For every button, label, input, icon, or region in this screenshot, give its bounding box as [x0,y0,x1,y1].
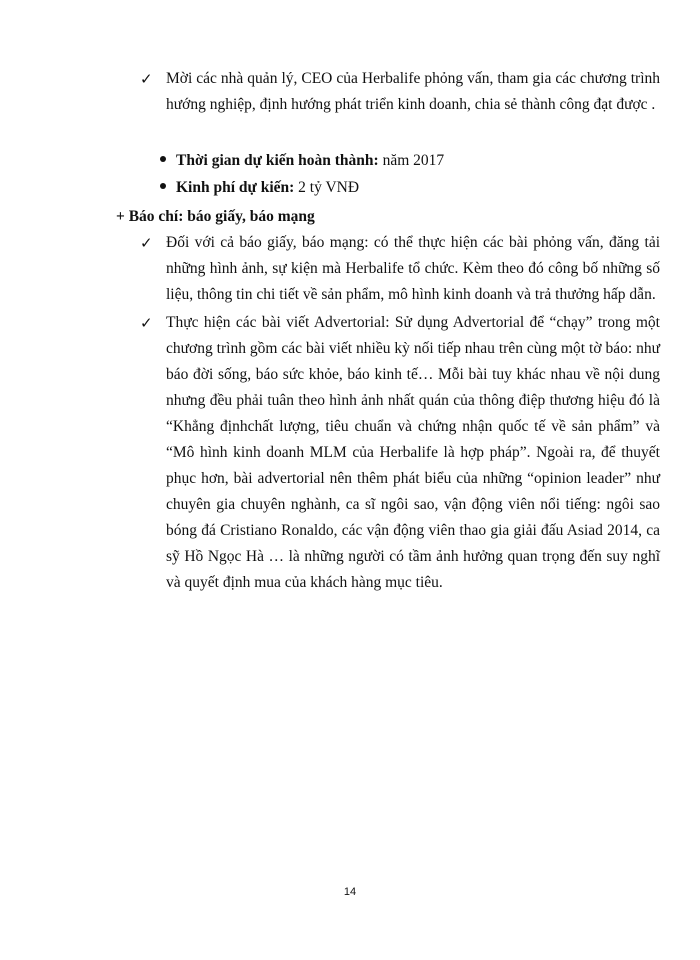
check-item-text: Thực hiện các bài viết Advertorial: Sử dụng Advertorial để “chạy” trong một chương trình gồm các bài viết nhiều kỳ nối tiếp nhau trên cùng một tờ báo: như báo đời sống, báo sức khỏe, báo kinh tế… Mỗi bài tuy khác nhau về nội dung nhưng đều phải tuân theo hình ảnh nhất quán của thông điệp thương hiệu đó là “Khẳng địnhchất lượng, tiêu chuẩn và chứng nhận quốc tế về sản phẩm” và “Mô hình kinh doanh MLM của Herbalife là hợp pháp”. Ngoài ra, để thuyết phục hơn, bài advertorial nên thêm phát biểu của những “opinion leader” như chuyên gia chuyên nghành, ca sĩ ngôi sao, vận động viên nổi tiếng: ngôi sao bóng đá Cristiano Ronaldo, các vận động viên thao gia giải đấu Asiad 2014, ca sỹ Hồ Ngọc Hà … là những người có tầm ảnh hưởng quan trọng đến suy nghĩ và quyết định mua của khách hàng mục tiêu. [166,314,660,591]
checkmark-icon: ✓ [140,234,153,252]
checkmark-icon: ✓ [140,314,153,332]
bullet-label: Kinh phí dự kiến: [176,179,295,196]
bullet-icon [160,156,166,162]
checkmark-icon: ✓ [140,70,153,88]
check-item-interview [140,66,660,118]
check-item-text: Mời các nhà quản lý, CEO của Herbalife phỏng vấn, tham gia các chương trình hướng nghiệp, định hướng phát triển kinh doanh, chia sẻ thành công đạt được . [166,70,660,113]
bullet-label: Thời gian dự kiến hoàn thành: [176,152,379,169]
bullet-value: năm 2017 [378,152,445,169]
bullet-item-budget [160,175,359,201]
bullet-item-timeline [160,148,444,174]
bullet-value: 2 tỷ VNĐ [294,179,360,196]
bullet-icon [160,183,166,189]
check-item-advertorial [140,310,660,596]
check-item-press [140,230,660,308]
section-heading: + Báo chí: báo giấy, báo mạng [116,208,315,225]
page-number: 14 [343,886,357,898]
check-item-text: Đối với cả báo giấy, báo mạng: có thể thực hiện các bài phỏng vấn, đăng tải những hình ảnh, sự kiện mà Herbalife tổ chức. Kèm theo đó công bố những số liệu, thông tin chi tiết về sản phẩm, mô hình kinh doanh và trả thưởng hấp dẫn. [166,234,660,303]
